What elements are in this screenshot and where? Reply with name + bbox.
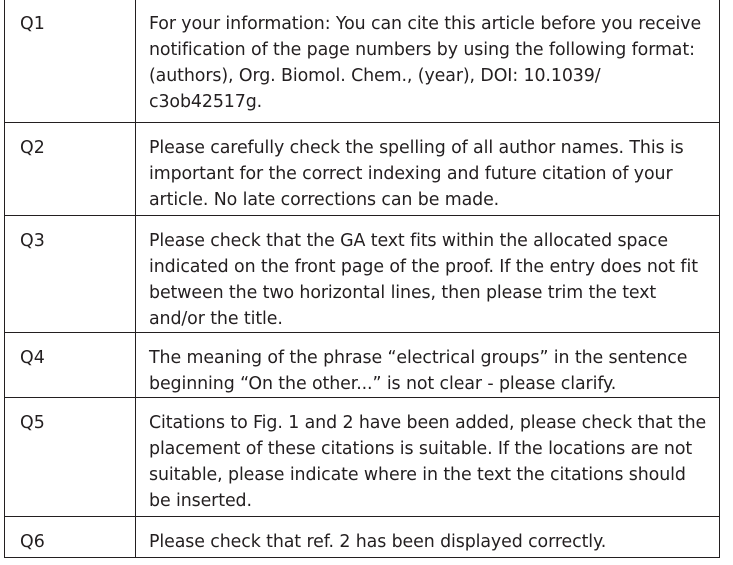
query-text: For your information: You can cite this article before you receive notification of the page numbers by using the following format: (authors), Org. Biomol. Chem., (year), DOI: 10.1039/ c3ob42517g. <box>136 0 720 123</box>
query-row <box>5 398 720 517</box>
query-row <box>5 123 720 216</box>
query-id: Q6 <box>5 517 136 558</box>
query-text: Please carefully check the spelling of all author names. This is important for the correct indexing and future citation of your article. No late corrections can be made. <box>136 123 720 216</box>
query-text: The meaning of the phrase “electrical groups” in the sentence beginning “On the other...” is not clear - please clarify. <box>136 333 720 398</box>
query-row <box>5 333 720 398</box>
query-row <box>5 216 720 333</box>
query-row <box>5 0 720 123</box>
query-id: Q1 <box>5 0 136 123</box>
query-id: Q2 <box>5 123 136 216</box>
query-text: Please check that the GA text fits within the allocated space indicated on the front page of the proof. If the entry does not fit between the two horizontal lines, then please trim the text and/or the title. <box>136 216 720 333</box>
query-id: Q5 <box>5 398 136 517</box>
query-text: Please check that ref. 2 has been displayed correctly. <box>136 517 720 558</box>
query-row <box>5 517 720 558</box>
query-id: Q4 <box>5 333 136 398</box>
query-id: Q3 <box>5 216 136 333</box>
author-queries-table <box>4 0 720 558</box>
query-text: Citations to Fig. 1 and 2 have been added, please check that the placement of these citations is suitable. If the locations are not suitable, please indicate where in the text the citations should be inserted. <box>136 398 720 517</box>
